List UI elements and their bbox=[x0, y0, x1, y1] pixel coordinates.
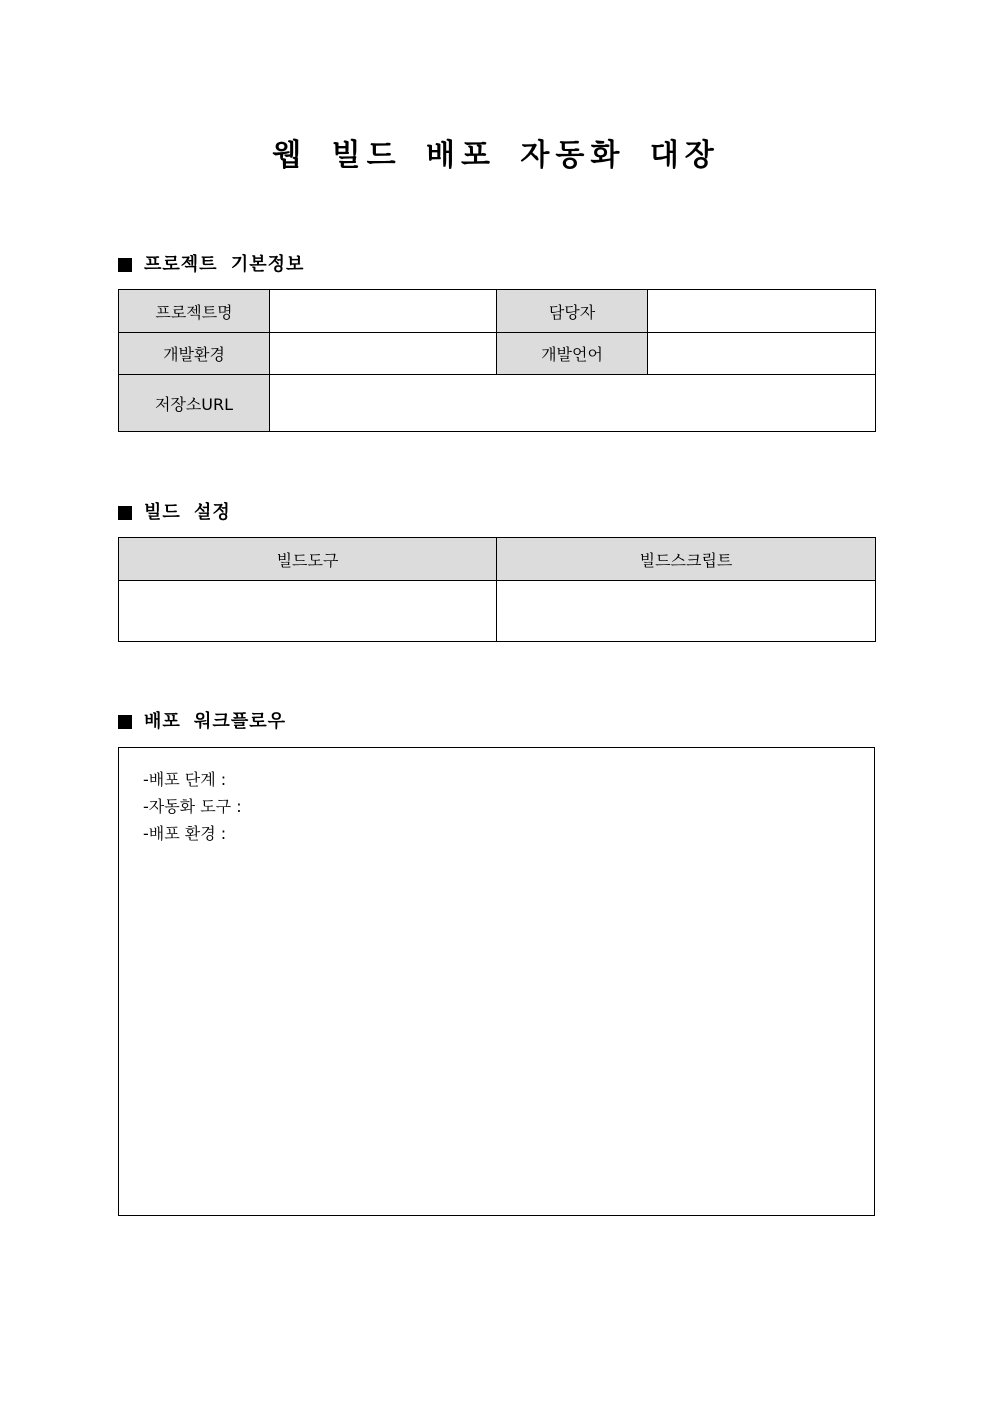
build-script-field[interactable] bbox=[497, 581, 876, 642]
section-heading-deploy-workflow bbox=[118, 710, 286, 734]
table-row bbox=[119, 375, 876, 432]
repo-url-label: 저장소URL bbox=[119, 375, 270, 432]
project-name-field[interactable] bbox=[270, 290, 497, 333]
dev-env-label: 개발환경 bbox=[119, 333, 270, 375]
document-title: 웹 빌드 배포 자동화 대장 bbox=[272, 138, 720, 173]
square-bullet-icon bbox=[118, 258, 132, 272]
section-heading-project-info bbox=[118, 253, 304, 277]
project-info-table bbox=[118, 289, 876, 432]
workflow-lines bbox=[143, 766, 242, 847]
section-heading-label: 배포 워크플로우 bbox=[144, 711, 286, 732]
dev-lang-label: 개발언어 bbox=[497, 333, 648, 375]
dev-env-field[interactable] bbox=[270, 333, 497, 375]
workflow-line-deploy-stage: -배포 단계 : bbox=[143, 770, 227, 789]
square-bullet-icon bbox=[118, 506, 132, 520]
build-tool-field[interactable] bbox=[119, 581, 497, 642]
owner-field[interactable] bbox=[648, 290, 876, 333]
table-row bbox=[119, 581, 876, 642]
project-name-label: 프로젝트명 bbox=[119, 290, 270, 333]
square-bullet-icon bbox=[118, 715, 132, 729]
deploy-workflow-textarea[interactable] bbox=[118, 747, 875, 1216]
section-heading-build-settings bbox=[118, 501, 231, 525]
owner-label: 담당자 bbox=[497, 290, 648, 333]
table-row bbox=[119, 333, 876, 375]
build-script-label: 빌드스크립트 bbox=[497, 538, 876, 581]
workflow-line-automation-tool: -자동화 도구 : bbox=[143, 797, 242, 816]
workflow-line-deploy-env: -배포 환경 : bbox=[143, 824, 227, 843]
section-heading-label: 프로젝트 기본정보 bbox=[144, 254, 305, 275]
section-heading-label: 빌드 설정 bbox=[144, 502, 231, 523]
table-row bbox=[119, 538, 876, 581]
build-tool-label: 빌드도구 bbox=[119, 538, 497, 581]
repo-url-field[interactable] bbox=[270, 375, 876, 432]
table-row bbox=[119, 290, 876, 333]
build-settings-table bbox=[118, 537, 876, 642]
dev-lang-field[interactable] bbox=[648, 333, 876, 375]
